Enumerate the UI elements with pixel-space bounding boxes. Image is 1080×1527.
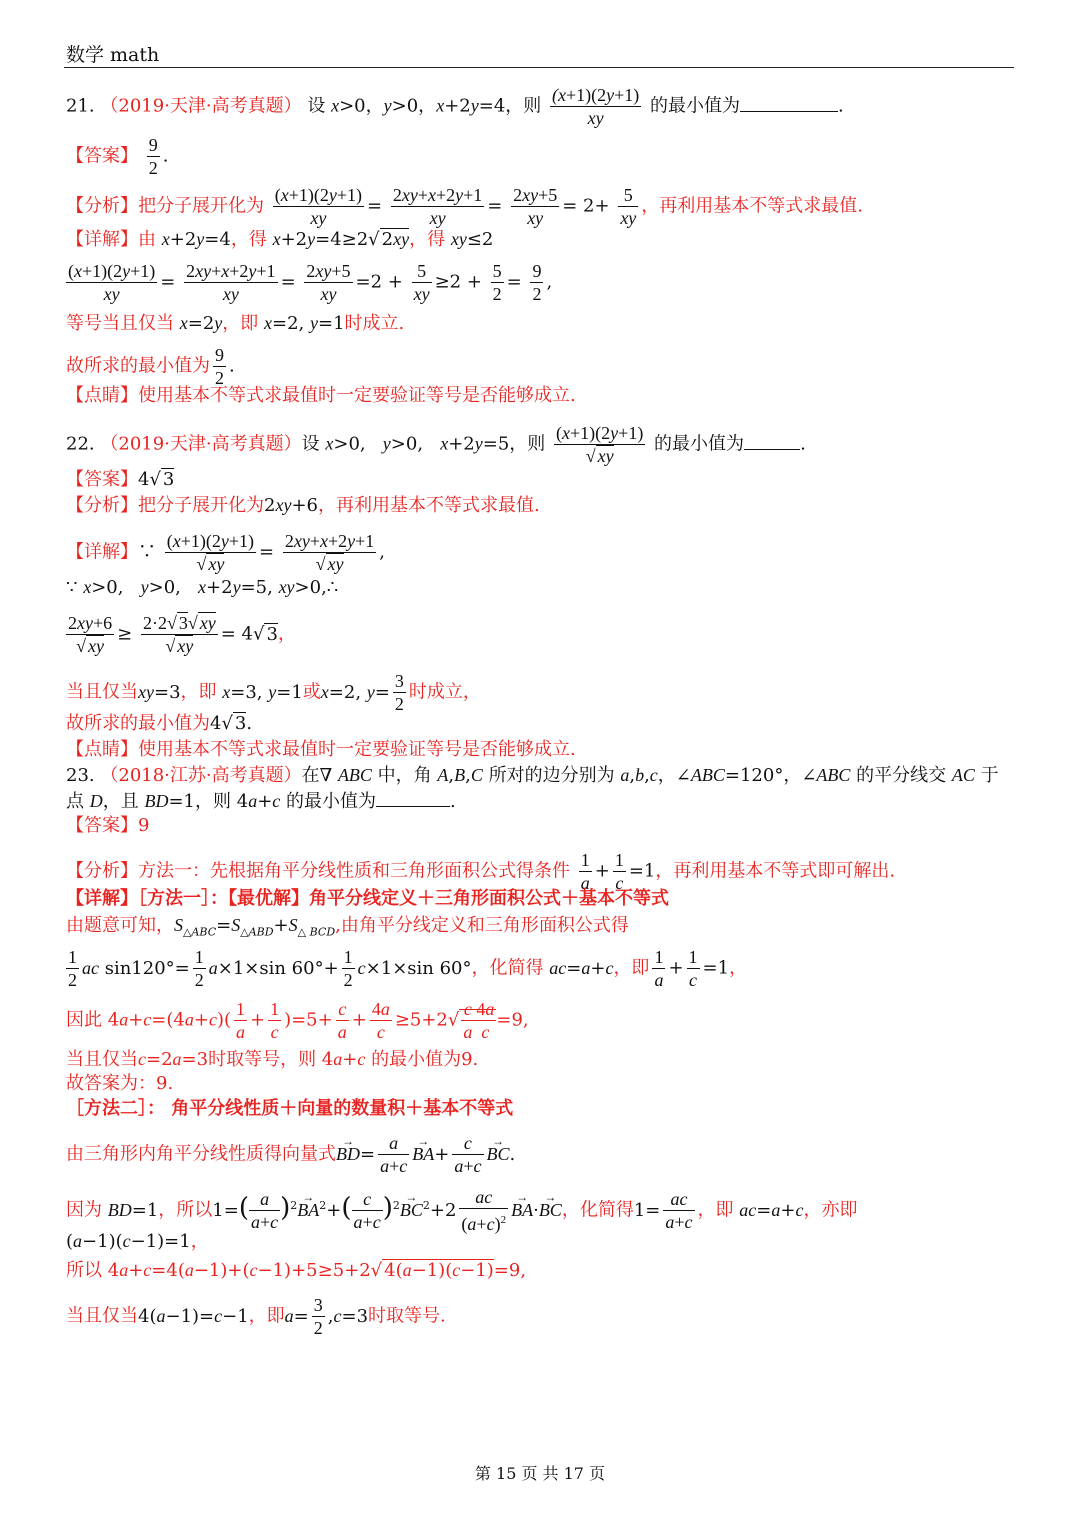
q23-m1-line5: 故答案为：9. [66,1073,174,1094]
q22-stem: 22. （2019·天津·高考真题）设 x>0, y>0, x+2y=5，则 $\frac{(x+1)(2y+1)}{√ xy}$ 的最小值为 . [66,423,806,466]
q23-source: （2018·江苏·高考真题） [100,765,302,786]
analysis-tag: 【分析】 [66,495,138,516]
q21-detail-2: $\frac{(x+1)(2y+1)}{xy}$ = $\frac{2xy+x+2y+1}{xy}$ = $\frac{2xy+5}{xy}$ =2 + $\frac{5}{xy}$ ≥2 + $\frac{5}{2}$ = $\frac{9}{2}$ , [68,261,553,304]
q22-detail-3: $\frac{2xy+6}{√ xy}$ ≥ $\frac{2\cdot 2√ 3√ xy}{√ xy}$ = 4√ 3， [68,613,296,656]
q22-answer: 【答案】4√ 3 [66,469,175,490]
answer-tag: 【答案】 [66,815,138,836]
detail-tag: 【详解】 [66,888,138,909]
header-divider [64,67,1014,68]
q23-answer: 【答案】9 [66,815,150,836]
q23-m1-line1: 由题意可知，$S_{\triangle ABC}=S_{\triangle ABD}+S_{\triangle BCD}$,由角平分线定义和三角形面积公式得 [66,915,629,939]
q23-m2-line5: 当且仅当4(a−1)=c−1，即a= $\frac{3}{2}$ ,c=3时取等号. [66,1295,446,1338]
answer-tag: 【答案】 [66,469,138,490]
q23-m1-line4: 当且仅当c=2a=3时取等号，则 4a+c 的最小值为9. [66,1049,479,1070]
q21-detail-3: 等号当且仅当 x=2y，即 x=2, y=1时成立. [66,313,405,334]
analysis-tag: 【分析】 [66,860,138,882]
detail-tag: 【详解】 [66,541,138,563]
q21-analysis: 【分析】把分子展开化为 $\frac{(x+1)(2y+1)}{xy}$ = $\frac{2xy+x+2y+1}{xy}$ = $\frac{2xy+5}{xy}$ = 2+ $\frac{5}{xy}$ ，再利用基本不等式求最值. [66,185,864,228]
q22-comment: 【点睛】使用基本不等式求最值时一定要验证等号是否能够成立. [66,739,576,760]
q23-m2-line3: (a−1)(c−1)=1， [66,1231,209,1252]
q22-detail-4: 当且仅当xy=3，即 x=3, y=1或x=2, y= $\frac{3}{2}$ 时成立， [66,671,481,714]
q23-method1-title: 【详解】［方法一］：【最优解】角平分线定义＋三角形面积公式＋基本不等式 [66,888,669,909]
q22-detail-5: 故所求的最小值为4√ 3. [66,713,253,734]
detail-tag: 【详解】 [66,229,138,250]
answer-tag: 【答案】 [66,145,138,167]
q21-detail-4: 故所求的最小值为 $\frac{9}{2}$ . [66,345,235,388]
q23-method2-title: ［方法二］： 角平分线性质＋向量的数量积＋基本不等式 [66,1098,514,1119]
q21-detail-1: 【详解】由 x+2y=4，得 x+2y=4≥2√ 2xy，得 xy≤2 [66,229,494,250]
q22-analysis: 【分析】把分子展开化为2xy+6，再利用基本不等式求最值. [66,495,540,516]
q23-stem-1: 23. （2018·江苏·高考真题）在∇ ABC 中，角 A,B,C 所对的边分别为 a,b,c，∠ABC=120°，∠ABC 的平分线交 AC 于 [66,765,999,786]
q23-m2-line1: 由三角形内角平分线性质得向量式→ BD= $\frac{a}{a+c}$ → BA+ $\frac{c}{a+c}$ → BC. [66,1132,515,1177]
q23-analysis: 【分析】方法一：先根据角平分线性质和三角形面积公式得条件 $\frac{1}{a}$ + $\frac{1}{c}$ =1，再利用基本不等式即可解出. [66,850,896,893]
q23-m1-line2: $\frac{1}{2}$ ac sin120°= $\frac{1}{2}$ a×1×sin 60°+ $\frac{1}{2}$ c×1×sin 60°，化简得 ac=a+c，即 $\frac{1}{a}$ + $\frac{1}{c}$ =1， [68,947,748,990]
page-header: 数学 math [66,44,160,66]
q23-m2-line4: 所以 4a+c=4(a−1)+(c−1)+5≥5+2√ 4(a−1)(c−1)=9, [66,1260,527,1281]
q21-comment: 【点睛】使用基本不等式求最值时一定要验证等号是否能够成立. [66,385,576,406]
q23-m2-line2: 因为 BD=1，所以1=( $\frac{a}{a+c}$ )$^2\to BA^2+$( $\frac{c}{a+c}$ )$^2\to BC^2+2$ $\frac{ac}{(a+c)^2}$ → BA·→ BC，化简得1= $\frac{ac}{a+c}$ ，即 ac=a+c，亦即 [66,1186,857,1235]
analysis-tag: 【分析】 [66,195,138,217]
page-footer: 第 15 页 共 17 页 [474,1464,606,1483]
q21-stem: 21. （2019·天津·高考真题） 设 x>0，y>0，x+2y=4，则 $\frac{(x+1)(2y+1)}{xy}$ 的最小值为 . [66,85,844,128]
q21-source: （2019·天津·高考真题） [100,95,302,117]
q22-detail-2: ∵ x>0, y>0, x+2y=5, xy>0,∴ [66,577,339,598]
q23-m1-line3: 因此 4a+c=(4a+c)( $\frac{1}{a}$ + $\frac{1}{c}$ )=5+ $\frac{c}{a}$ + $\frac{4a}{c}$ ≥5+2√ $\frac{c}{a}$ $\frac{4a}{c}$ =9, [66,999,529,1042]
q22-detail-1: 【详解】∵ $\frac{(x+1)(2y+1)}{√ xy}$ = $\frac{2xy+x+2y+1}{√ xy}$ , [66,531,386,574]
comment-tag: 【点睛】 [66,739,138,760]
q21-answer: 【答案】 $\frac{9}{2}$ . [66,135,169,178]
q22-source: （2019·天津·高考真题） [100,433,302,455]
comment-tag: 【点睛】 [66,385,138,406]
q23-stem-2: 点 D，且 BD=1，则 4a+c 的最小值为 . [66,791,456,812]
